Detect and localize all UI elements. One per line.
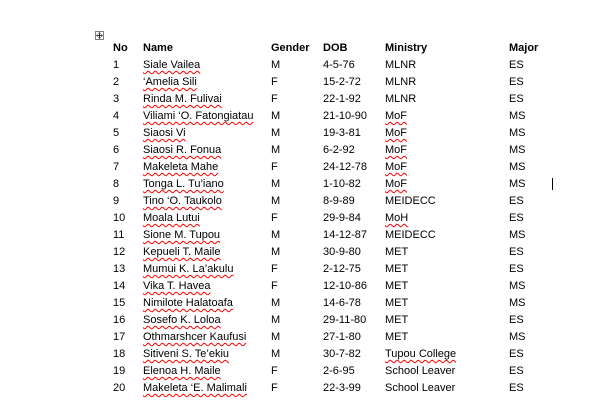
cell-no: 17 — [113, 331, 126, 343]
cell-major: ES — [509, 348, 524, 360]
cell-ministry: MEIDECC — [385, 229, 436, 241]
cell-name — [137, 312, 265, 329]
cell-gender: M — [271, 297, 281, 309]
ministry-text: MoF — [385, 144, 407, 156]
cell-ministry: MLNR — [385, 59, 417, 71]
table-row — [107, 261, 563, 278]
table-header-row — [107, 40, 563, 57]
cell-no: 1 — [113, 59, 120, 71]
ministry-text: MoH — [385, 212, 409, 224]
cell-gender: F — [271, 382, 278, 394]
header-name: Name — [143, 42, 173, 54]
header-no: No — [113, 42, 128, 54]
cell-gender: M — [271, 144, 281, 156]
table-row — [107, 329, 563, 346]
text-cursor — [552, 178, 553, 190]
name-text: Elenoa H. Maile — [143, 365, 221, 377]
cell-major: ES — [509, 246, 524, 258]
cell-ministry: MEIDECC — [385, 195, 436, 207]
cell-gender: M — [271, 195, 281, 207]
cell-name — [137, 74, 265, 91]
cell-no: 11 — [113, 229, 125, 241]
cell-dob: 2-12-75 — [323, 263, 361, 275]
name-text: Tonga L. Tu’iano — [143, 178, 224, 190]
cell-name — [137, 295, 265, 312]
cell-major: ES — [509, 93, 524, 105]
cell-name — [137, 227, 265, 244]
cell-gender: M — [271, 246, 281, 258]
ministry-text: MoF — [385, 110, 407, 122]
cell-no: 12 — [113, 246, 126, 258]
cell-name — [137, 329, 265, 346]
cell-no: 15 — [113, 297, 126, 309]
cell-name — [137, 91, 265, 108]
cell-major: MS — [509, 280, 526, 292]
table-row — [107, 244, 563, 261]
name-text: ‘Amelia Sili — [143, 76, 197, 88]
cell-major: MS — [509, 331, 526, 343]
cell-dob: 6-2-92 — [323, 144, 355, 156]
cell-name — [137, 380, 265, 397]
cell-gender: M — [271, 331, 281, 343]
name-text: Siale Vailea — [143, 59, 201, 71]
table-row — [107, 125, 563, 142]
cell-no: 7 — [113, 161, 120, 173]
cell-dob: 29-9-84 — [323, 212, 361, 224]
cell-dob: 8-9-89 — [323, 195, 355, 207]
table-row — [107, 57, 563, 74]
cell-no: 20 — [113, 382, 126, 394]
name-text: Viliami ‘O. Fatongiatau — [143, 110, 254, 122]
cell-major: MS — [509, 161, 526, 173]
cell-no: 5 — [113, 127, 120, 139]
cell-ministry — [379, 125, 503, 142]
cell-major: MS — [509, 127, 526, 139]
cell-major: ES — [509, 382, 524, 394]
name-text: Sitiveni S. Te’ekiu — [143, 348, 230, 360]
cell-dob: 30-7-82 — [323, 348, 361, 360]
cell-major: MS — [509, 178, 526, 190]
name-text: Makeleta Mahe — [143, 161, 219, 173]
table-move-handle-icon[interactable] — [95, 31, 104, 40]
name-text: Sosefo K. Loloa — [143, 314, 221, 326]
table-row — [107, 363, 563, 380]
cell-gender: F — [271, 365, 278, 377]
cell-major: ES — [509, 76, 524, 88]
cell-name — [137, 363, 265, 380]
cell-dob: 15-2-72 — [323, 76, 361, 88]
cell-dob: 4-5-76 — [323, 59, 355, 71]
cell-name — [137, 244, 265, 261]
cell-major: ES — [509, 314, 524, 326]
cell-dob: 30-9-80 — [323, 246, 361, 258]
cell-major: ES — [509, 263, 524, 275]
cell-dob: 22-1-92 — [323, 93, 361, 105]
name-text: Rinda M. Fulivai — [143, 93, 222, 105]
table-row — [107, 346, 563, 363]
table-row — [107, 108, 563, 125]
cell-name — [137, 210, 265, 227]
cell-no: 14 — [113, 280, 126, 292]
header-gender: Gender — [271, 42, 310, 54]
cell-no: 16 — [113, 314, 126, 326]
cell-no: 2 — [113, 76, 120, 88]
cell-ministry: MET — [385, 297, 409, 309]
table-row — [107, 142, 563, 159]
cell-gender: M — [271, 110, 281, 122]
cell-dob: 22-3-99 — [323, 382, 361, 394]
cell-gender: M — [271, 59, 281, 71]
cell-dob: 29-11-80 — [323, 314, 367, 326]
name-text: Moala Lutui — [143, 212, 200, 224]
cell-major: ES — [509, 195, 524, 207]
ministry-text: MoF — [385, 178, 407, 190]
name-text: Sione M. Tupou — [143, 229, 221, 241]
cell-ministry: MET — [385, 246, 409, 258]
name-text: Nimilote Halatoafa — [143, 297, 233, 309]
cell-dob: 24-12-78 — [323, 161, 368, 173]
cell-no: 6 — [113, 144, 120, 156]
cell-major: ES — [509, 59, 524, 71]
cell-name — [137, 193, 265, 210]
cell-no: 18 — [113, 348, 126, 360]
cell-gender: M — [271, 127, 281, 139]
cell-name — [137, 57, 265, 74]
cell-name — [137, 142, 265, 159]
cell-gender: F — [271, 212, 278, 224]
table-row — [107, 227, 563, 244]
cell-gender: M — [271, 229, 281, 241]
header-dob: DOB — [323, 42, 348, 54]
table-row — [107, 159, 563, 176]
table-row — [107, 295, 563, 312]
cell-dob: 2-6-95 — [323, 365, 355, 377]
cell-ministry — [379, 142, 503, 159]
four-arrows-icon — [96, 32, 103, 39]
cell-dob: 14-6-78 — [323, 297, 361, 309]
cell-major: ES — [509, 365, 524, 377]
cell-ministry: MLNR — [385, 93, 417, 105]
cell-gender: F — [271, 93, 278, 105]
cell-ministry: MET — [385, 331, 409, 343]
name-text: Mumui K. La’akulu — [143, 263, 234, 275]
name-text: Siaosi Vi — [143, 127, 186, 139]
cell-name — [137, 159, 265, 176]
name-text: Tino ‘O. Taukolo — [143, 195, 222, 207]
cell-gender: M — [271, 348, 281, 360]
cell-name — [137, 261, 265, 278]
cell-gender: M — [271, 178, 281, 190]
cell-name — [137, 125, 265, 142]
table-row — [107, 91, 563, 108]
name-text: Makeleta ‘E. Malimali — [143, 382, 247, 394]
cell-gender: F — [271, 76, 278, 88]
cell-ministry: MET — [385, 263, 409, 275]
cell-major: ES — [509, 212, 524, 224]
cell-ministry — [379, 108, 503, 125]
cell-no: 13 — [113, 263, 126, 275]
cell-major: MS — [509, 144, 526, 156]
cell-name — [137, 108, 265, 125]
table-row — [107, 193, 563, 210]
participants-table — [107, 40, 563, 397]
cell-gender: F — [271, 263, 278, 275]
cell-ministry — [379, 346, 503, 363]
cell-name — [137, 278, 265, 295]
cell-no: 10 — [113, 212, 126, 224]
cell-gender: M — [271, 314, 281, 326]
cell-no: 4 — [113, 110, 120, 122]
cell-ministry: MET — [385, 280, 409, 292]
table-row — [107, 74, 563, 91]
cell-major: MS — [509, 110, 526, 122]
table-row — [107, 380, 563, 397]
cell-no: 3 — [113, 93, 120, 105]
cell-gender: F — [271, 280, 278, 292]
table-row — [107, 210, 563, 227]
cell-name — [137, 346, 265, 363]
cell-major: MS — [509, 229, 526, 241]
name-text: Othmarshcer Kaufusi — [143, 331, 247, 343]
cell-ministry — [379, 176, 503, 193]
ministry-text: MoF — [385, 127, 407, 139]
cell-ministry: MLNR — [385, 76, 417, 88]
cell-ministry: School Leaver — [385, 382, 456, 394]
ministry-text: MoF — [385, 161, 407, 173]
table-row — [107, 176, 563, 193]
cell-major: MS — [509, 297, 526, 309]
cell-dob: 1-10-82 — [323, 178, 361, 190]
cell-ministry: MET — [385, 314, 409, 326]
cell-ministry — [379, 210, 503, 227]
cell-gender: F — [271, 161, 278, 173]
cell-dob: 14-12-87 — [323, 229, 368, 241]
cell-no: 8 — [113, 178, 120, 190]
header-ministry: Ministry — [385, 42, 428, 54]
name-text: Siaosi R. Fonua — [143, 144, 222, 156]
cell-dob: 21-10-90 — [323, 110, 368, 122]
cell-no: 9 — [113, 195, 120, 207]
table-row — [107, 312, 563, 329]
cell-ministry — [379, 159, 503, 176]
name-text: Vika T. Havea — [143, 280, 211, 292]
name-text: Kepueli T. Maile — [143, 246, 221, 258]
cell-no: 19 — [113, 365, 126, 377]
cell-dob: 12-10-86 — [323, 280, 368, 292]
cell-ministry: School Leaver — [385, 365, 456, 377]
ministry-text: Tupou College — [385, 348, 457, 360]
table-row — [107, 278, 563, 295]
cell-name — [137, 176, 265, 193]
cell-dob: 27-1-80 — [323, 331, 361, 343]
cell-dob: 19-3-81 — [323, 127, 361, 139]
header-major: Major — [509, 42, 539, 54]
